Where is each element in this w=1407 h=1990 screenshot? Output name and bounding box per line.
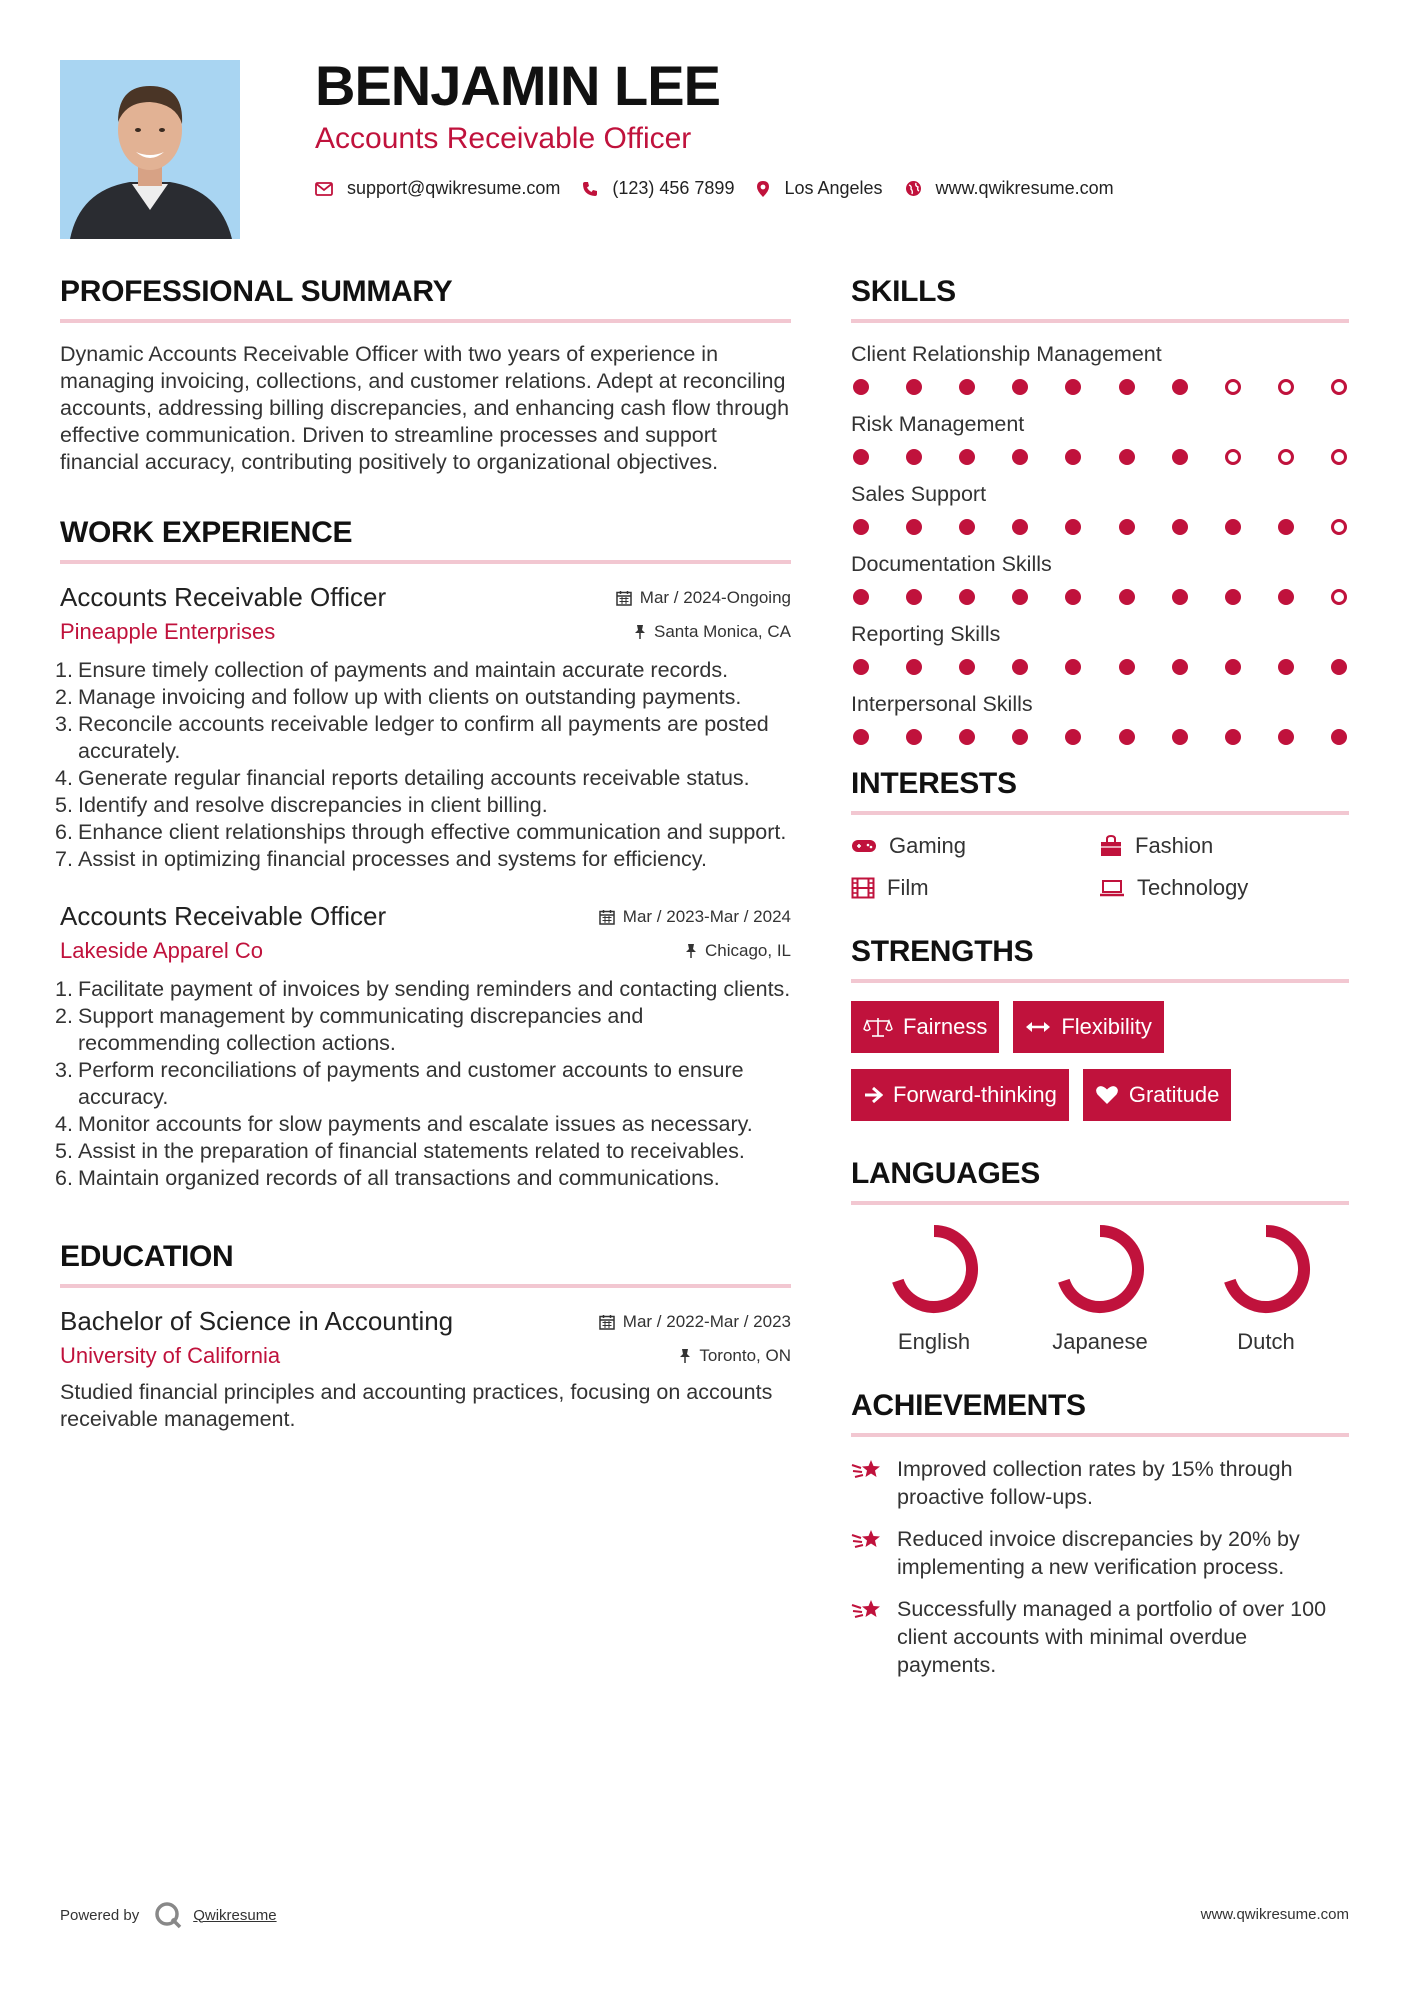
skill-rating [851,379,1349,395]
rating-dot-filled [1225,659,1241,675]
job-date-text: Mar / 2023-Mar / 2024 [622,907,791,926]
rating-dot-filled [906,589,922,605]
rating-dot-filled [1065,449,1081,465]
language-arc [898,1231,972,1307]
rating-dot-empty [1331,519,1347,535]
skill-row [851,341,1349,395]
arrow-right-icon [863,1086,883,1104]
rating-dot-filled [1225,589,1241,605]
rating-dot-filled [1065,729,1081,745]
arrows-horizontal-icon [1025,1020,1051,1034]
heart-icon [1095,1085,1119,1105]
list-item: 7. Assist in optimizing financial processes and systems for efficiency. [55,847,707,871]
skill-name: Sales Support [851,482,987,506]
qwikresume-logo-icon [153,1900,183,1930]
language-proficiency-ring [1220,1223,1312,1315]
rating-dot-empty [1278,379,1294,395]
rating-dot-filled [1012,379,1028,395]
rating-dot-filled [1119,449,1135,465]
language-proficiency-ring [1054,1223,1146,1315]
rating-dot-filled [1119,659,1135,675]
pin-icon [679,1348,691,1364]
strengths-section [851,935,1349,1121]
strength-badge-flexibility: Flexibility [1013,1001,1163,1053]
candidate-name: BENJAMIN LEE [315,54,720,117]
list-item: 4. Monitor accounts for slow payments and escalate issues as necessary. [55,1112,753,1136]
languages-list [851,1223,1349,1355]
job-title: Accounts Receivable Officer [60,901,387,931]
skills-section [851,275,1349,745]
strength-badge-gratitude: Gratitude [1083,1069,1232,1121]
rating-dot-filled [1119,589,1135,605]
education-date-text: Mar / 2022-Mar / 2023 [622,1312,791,1331]
rating-dot-filled [959,379,975,395]
job-location [685,941,791,961]
skill-row [851,481,1349,535]
calendar-icon [599,909,615,925]
rating-dot-filled [1172,729,1188,745]
strength-badge-forward-thinking: Forward-thinking [851,1069,1069,1121]
languages-heading: LANGUAGES [851,1157,1349,1205]
job-bullets [55,976,791,1192]
list-item: 3. Reconcile accounts receivable ledger to confirm all payments are posted accurately. [55,712,769,763]
education-description: Studied financial principles and accounting practices, focusing on accounts receivable management. [60,1380,773,1431]
skills-list [851,341,1349,745]
email-text: support@qwikresume.com [347,178,561,198]
rating-dot-filled [959,449,975,465]
calendar-icon [599,1314,615,1330]
qwikresume-link[interactable]: Qwikresume [193,1906,277,1924]
skill-rating [851,729,1349,745]
rating-dot-filled [1331,729,1347,745]
education-heading: EDUCATION [60,1240,791,1288]
rating-dot-filled [1012,659,1028,675]
achievement-item: Reduced invoice discrepancies by 20% by implementing a new verification process. [851,1525,1349,1581]
rating-dot-filled [959,729,975,745]
job-location-text: Santa Monica, CA [653,622,791,641]
rating-dot-filled [1012,589,1028,605]
job-bullets [55,657,791,873]
shooting-star-icon [851,1457,883,1483]
list-item: 2. Manage invoicing and follow up with clients on outstanding payments. [55,685,742,709]
footer-url[interactable]: www.qwikresume.com [1200,1906,1349,1923]
company-name: Lakeside Apparel Co [60,938,264,963]
rating-dot-filled [906,379,922,395]
interest-gaming: Gaming [851,833,1099,859]
shopping-bag-icon [1099,835,1123,857]
language-proficiency-ring [888,1223,980,1315]
rating-dot-filled [1172,449,1188,465]
rating-dot-filled [1172,659,1188,675]
achievement-item: Improved collection rates by 15% through proactive follow-ups. [851,1455,1349,1511]
list-item: 3. Perform reconciliations of payments and customer accounts to ensure accuracy. [55,1058,744,1109]
rating-dot-filled [1065,519,1081,535]
rating-dot-filled [1065,379,1081,395]
skill-row [851,621,1349,675]
shooting-star-icon [851,1597,883,1623]
education-location [679,1346,791,1366]
right-column [851,275,1349,1693]
skill-rating [851,659,1349,675]
list-item: 1. Ensure timely collection of payments and maintain accurate records. [55,658,729,682]
contact-location [756,178,882,199]
job-date-text: Mar / 2024-Ongoing [639,588,791,607]
rating-dot-empty [1331,589,1347,605]
job-date [616,588,791,608]
rating-dot-filled [959,659,975,675]
skill-name: Reporting Skills [851,622,1001,646]
language-name: Dutch [1237,1329,1295,1354]
language-arc [1064,1231,1138,1307]
language-arc [1230,1231,1304,1307]
skill-name: Risk Management [851,412,1025,436]
school-name: University of California [60,1343,281,1368]
candidate-title: Accounts Receivable Officer [315,122,692,155]
rating-dot-empty [1278,449,1294,465]
rating-dot-filled [906,729,922,745]
job-location-text: Chicago, IL [705,941,791,960]
interest-fashion: Fashion [1099,833,1347,859]
list-item: 1. Facilitate payment of invoices by sending reminders and contacting clients. [55,977,791,1001]
language-item [851,1223,1017,1355]
film-icon [851,877,875,899]
achievements-section [851,1389,1349,1679]
rating-dot-empty [1225,379,1241,395]
interests-heading: INTERESTS [851,767,1349,815]
profile-photo [60,60,240,239]
experience-section [55,516,791,1192]
contact-phone[interactable] [582,178,734,199]
list-item: 6. Enhance client relationships through effective communication and support. [55,820,787,844]
skill-rating [851,449,1349,465]
skill-rating [851,589,1349,605]
shooting-star-icon [851,1527,883,1553]
strengths-heading: STRENGTHS [851,935,1349,983]
language-name: Japanese [1052,1329,1148,1354]
experience-heading: WORK EXPERIENCE [60,516,791,564]
rating-dot-filled [1119,379,1135,395]
contact-website[interactable] [905,178,1114,199]
education-section [60,1240,791,1433]
website-text: www.qwikresume.com [935,178,1114,198]
rating-dot-empty [1225,449,1241,465]
list-item: 6. Maintain organized records of all transactions and communications. [55,1166,720,1190]
rating-dot-filled [853,729,869,745]
rating-dot-empty [1331,449,1347,465]
rating-dot-filled [1331,659,1347,675]
languages-section [851,1157,1349,1355]
map-marker-icon [756,180,770,198]
left-column [55,275,791,1433]
education-date [599,1312,791,1332]
rating-dot-empty [1331,379,1347,395]
language-item [1183,1223,1349,1355]
skill-name: Client Relationship Management [851,342,1162,366]
rating-dot-filled [1065,659,1081,675]
skill-name: Interpersonal Skills [851,692,1033,716]
phone-text: (123) 456 7899 [612,178,735,198]
powered-by-label: Powered by [60,1906,140,1924]
skill-row [851,411,1349,465]
summary-heading: PROFESSIONAL SUMMARY [60,275,791,323]
degree-title: Bachelor of Science in Accounting [60,1306,454,1336]
summary-text: Dynamic Accounts Receivable Officer with two years of experience in managing invoicing, collections, and customer relations. Adept at reconciling accounts, addressing billing discrepancies, and enhancing cash flow through effective communication. Driven to streamline processes and support financial accuracy, contributing positively to organizational objectives. [60,342,790,474]
contact-bar [315,178,1136,199]
rating-dot-filled [1278,519,1294,535]
rating-dot-filled [1172,379,1188,395]
job-entry [55,901,791,1192]
interest-technology: Technology [1099,875,1347,901]
skills-heading: SKILLS [851,275,1349,323]
phone-icon [582,181,598,197]
list-item: 2. Support management by communicating discrepancies and recommending collection actions. [55,1004,644,1055]
list-item: 4. Generate regular financial reports detailing accounts receivable status. [55,766,750,790]
achievements-heading: ACHIEVEMENTS [851,1389,1349,1437]
rating-dot-filled [1119,519,1135,535]
rating-dot-filled [959,519,975,535]
rating-dot-filled [1012,729,1028,745]
rating-dot-filled [959,589,975,605]
rating-dot-filled [1119,729,1135,745]
rating-dot-filled [1172,519,1188,535]
pin-icon [685,943,697,959]
rating-dot-filled [1012,519,1028,535]
skill-name: Documentation Skills [851,552,1052,576]
interests-section [851,767,1349,901]
rating-dot-filled [853,589,869,605]
contact-email[interactable] [315,178,560,199]
balance-scale-icon [863,1016,893,1038]
skill-rating [851,519,1349,535]
globe-icon [905,180,922,197]
language-item [1017,1223,1183,1355]
pin-icon [634,624,646,640]
job-date [599,907,791,927]
job-entry [55,582,791,873]
company-name: Pineapple Enterprises [60,619,276,644]
skill-row [851,691,1349,745]
education-location-text: Toronto, ON [699,1346,791,1365]
rating-dot-filled [853,659,869,675]
rating-dot-filled [906,659,922,675]
rating-dot-filled [1172,589,1188,605]
interest-film: Film [851,875,1099,901]
location-text: Los Angeles [784,178,883,198]
laptop-icon [1099,879,1125,897]
rating-dot-filled [1012,449,1028,465]
envelope-icon [315,182,333,196]
rating-dot-filled [853,379,869,395]
gamepad-icon [851,838,877,854]
rating-dot-filled [1065,589,1081,605]
rating-dot-filled [906,519,922,535]
rating-dot-filled [853,519,869,535]
rating-dot-filled [1278,589,1294,605]
rating-dot-filled [853,449,869,465]
footer-powered-by [60,1900,277,1930]
strength-badge-fairness: Fairness [851,1001,999,1053]
job-location [634,622,791,642]
rating-dot-filled [1278,729,1294,745]
achievement-item: Successfully managed a portfolio of over 100 client accounts with minimal overdue payments. [851,1595,1349,1679]
list-item: 5. Assist in the preparation of financial statements related to receivables. [55,1139,745,1163]
rating-dot-filled [1225,729,1241,745]
calendar-icon [616,590,632,606]
language-name: English [897,1329,971,1354]
job-title: Accounts Receivable Officer [60,582,387,612]
skill-row [851,551,1349,605]
rating-dot-filled [1278,659,1294,675]
rating-dot-filled [1225,519,1241,535]
rating-dot-filled [906,449,922,465]
summary-section [60,275,791,476]
list-item: 5. Identify and resolve discrepancies in client billing. [55,793,548,817]
